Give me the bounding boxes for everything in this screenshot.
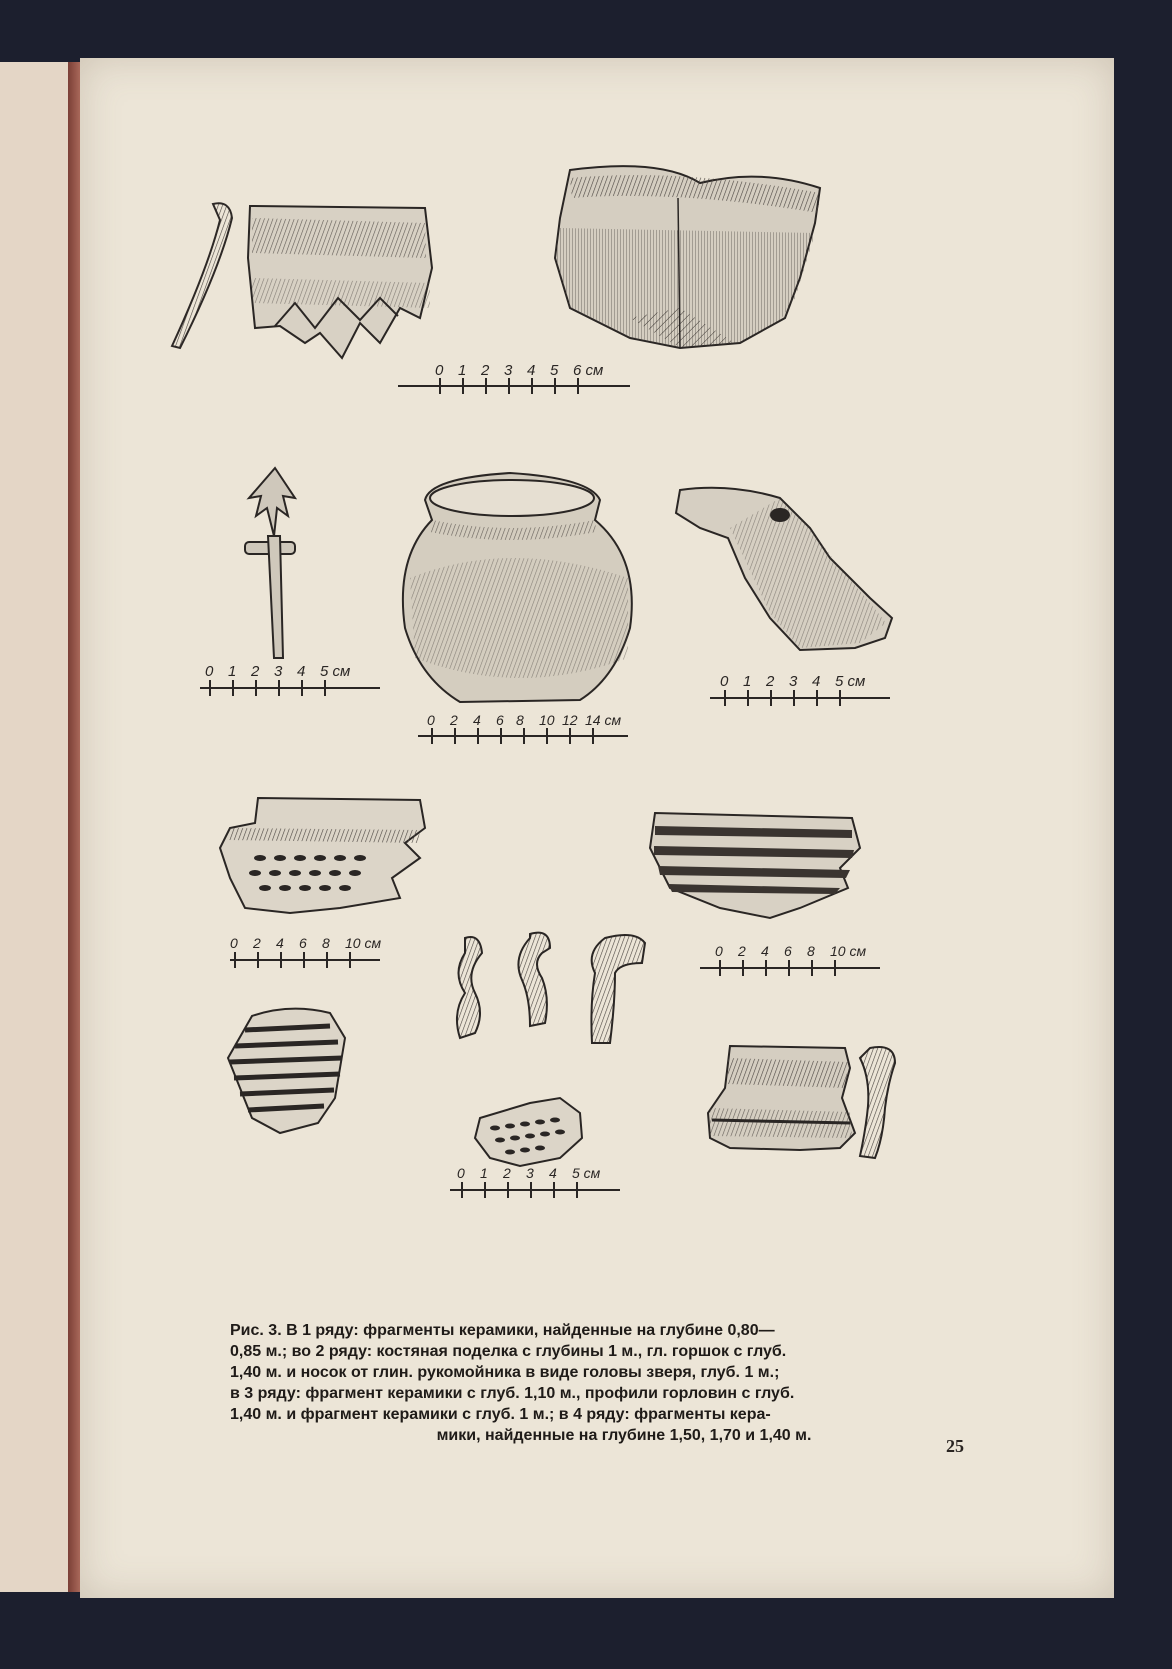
svg-text:0: 0	[230, 935, 238, 951]
svg-text:4: 4	[527, 362, 536, 379]
book-page	[80, 58, 1114, 1598]
pottery-figure	[80, 58, 1114, 1308]
svg-text:3: 3	[274, 663, 283, 680]
bone-arrowhead	[245, 468, 295, 658]
svg-text:3: 3	[789, 673, 798, 690]
svg-text:8: 8	[322, 935, 330, 951]
svg-text:4: 4	[276, 935, 284, 951]
svg-text:6: 6	[784, 943, 792, 959]
svg-text:4: 4	[549, 1165, 557, 1181]
svg-text:1: 1	[743, 673, 752, 690]
figure-caption	[230, 1320, 1018, 1446]
caption-line-5: 1,40 м. и фрагмент керамики с глуб. 1 м.; в 4 ряду: фрагменты кера-	[230, 1406, 771, 1423]
svg-text:2: 2	[253, 935, 261, 951]
scale-bar-row3-right	[700, 943, 880, 976]
svg-text:4: 4	[761, 943, 769, 959]
scale-bar-row2-left	[200, 663, 380, 696]
rim-profile-2	[860, 1047, 895, 1158]
svg-text:3: 3	[504, 362, 513, 379]
svg-text:2: 2	[251, 663, 260, 680]
beast-head-spout	[676, 488, 892, 650]
svg-text:0: 0	[715, 943, 723, 959]
caption-line-2: 0,85 м.; во 2 ряду: костяная поделка с глубины 1 м., гл. горшок с глуб.	[230, 1343, 787, 1360]
svg-text:5: 5	[550, 362, 559, 379]
svg-text:4: 4	[297, 663, 306, 680]
sherd-7	[708, 1046, 855, 1150]
svg-text:2: 2	[766, 673, 775, 690]
svg-text:14 см: 14 см	[585, 712, 622, 728]
svg-text:0: 0	[205, 663, 214, 680]
svg-text:0: 0	[457, 1165, 465, 1181]
svg-text:6 см: 6 см	[573, 362, 604, 379]
svg-text:0: 0	[427, 712, 435, 728]
scale-bar-row1	[398, 362, 630, 394]
svg-text:1: 1	[480, 1165, 488, 1181]
sherd-2	[555, 166, 820, 348]
svg-text:0: 0	[720, 673, 729, 690]
svg-text:2: 2	[481, 362, 490, 379]
rim-profile-1	[172, 203, 232, 348]
svg-text:12: 12	[562, 712, 578, 728]
svg-text:6: 6	[496, 712, 504, 728]
caption-line-3: 1,40 м. и носок от глин. рукомойника в виде головы зверя, глуб. 1 м.;	[230, 1364, 780, 1381]
neck-profiles	[457, 933, 645, 1043]
scale-bar-row2-right	[710, 673, 890, 706]
svg-text:6: 6	[299, 935, 307, 951]
sherd-3-dotted	[220, 798, 425, 913]
clay-pot	[403, 473, 632, 702]
svg-text:2: 2	[450, 712, 458, 728]
caption-line-4: в 3 ряду: фрагмент керамики с глуб. 1,10 м., профили горловин с глуб.	[230, 1385, 795, 1402]
svg-text:2: 2	[503, 1165, 511, 1181]
svg-text:10 см: 10 см	[345, 935, 382, 951]
sherd-5-striped	[228, 1009, 345, 1133]
svg-text:2: 2	[738, 943, 746, 959]
svg-text:1: 1	[228, 663, 237, 680]
left-page-edge	[0, 62, 71, 1592]
caption-line-6: мики, найденные на глубине 1,50, 1,70 и 1,40 м.	[436, 1427, 812, 1444]
svg-text:1: 1	[458, 362, 467, 379]
svg-text:5 см: 5 см	[320, 663, 351, 680]
svg-text:4: 4	[812, 673, 821, 690]
sherd-4-ribbed	[650, 813, 860, 918]
scale-bar-row3-left	[230, 935, 381, 968]
svg-text:10 см: 10 см	[830, 943, 867, 959]
svg-text:10: 10	[539, 712, 555, 728]
svg-text:3: 3	[526, 1165, 534, 1181]
svg-text:4: 4	[473, 712, 481, 728]
scale-bar-row4	[450, 1165, 620, 1198]
caption-line-1: Рис. 3. В 1 ряду: фрагменты керамики, найденные на глубине 0,80—	[230, 1322, 775, 1339]
svg-text:8: 8	[807, 943, 815, 959]
sherd-6-dotted	[475, 1098, 582, 1166]
scale-bar-row2-center	[418, 712, 628, 744]
svg-text:5 см: 5 см	[835, 673, 866, 690]
svg-text:0: 0	[435, 362, 444, 379]
svg-text:8: 8	[516, 712, 524, 728]
book-spine	[68, 62, 80, 1592]
sherd-1	[248, 206, 432, 358]
page-number: 25	[946, 1436, 964, 1456]
svg-text:5 см: 5 см	[572, 1165, 601, 1181]
